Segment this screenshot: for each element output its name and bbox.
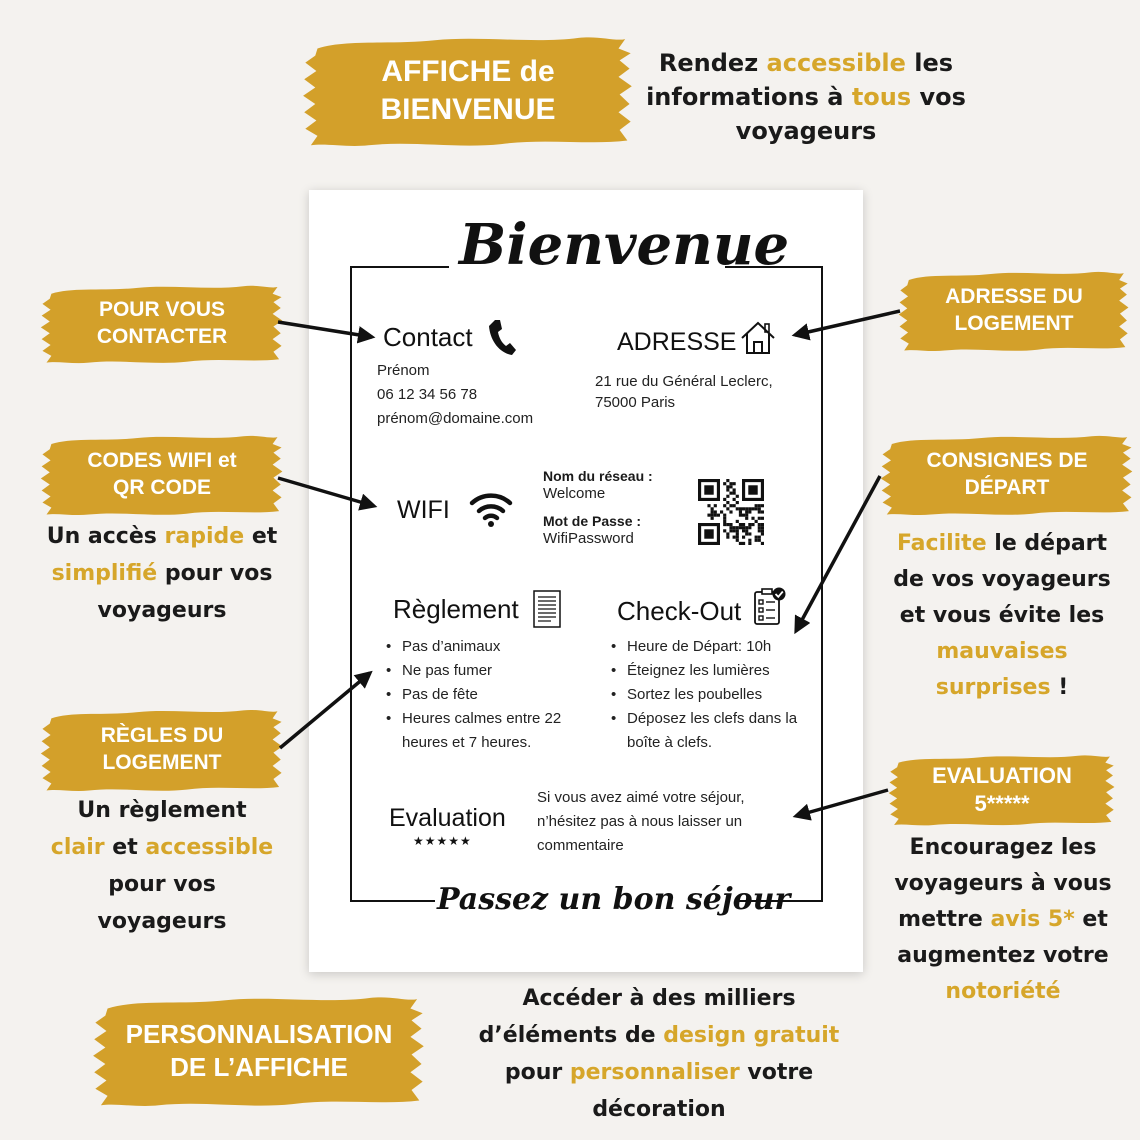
evaluation-stars: ★★★★★: [413, 834, 472, 848]
arrow-wifi: [278, 478, 374, 506]
arrow-evaluation: [796, 790, 888, 816]
arrow-rules: [280, 673, 370, 748]
caption-line: pour vos: [108, 872, 216, 897]
badge-checkout: CONSIGNES DE DÉPART: [880, 432, 1134, 518]
caption-line: mauvaises: [936, 639, 1068, 664]
rules-item: • Heures calmes entre 22 heures et 7 heures.: [385, 707, 585, 755]
evaluation-title: Evaluation: [389, 804, 506, 832]
wifi-network-label: Nom du réseau :: [543, 468, 653, 484]
contact-name: Prénom: [377, 362, 430, 379]
caption-line: voyageurs: [735, 117, 877, 146]
caption-line: voyageurs à vous: [894, 871, 1112, 896]
address-title: ADRESSE: [617, 328, 737, 356]
badge-address: ADRESSE DU LOGEMENT: [898, 268, 1130, 354]
caption-line: Facilite le départ: [896, 531, 1108, 556]
arrow-address: [795, 311, 900, 335]
badge-evaluation: EVALUATION 5*****: [888, 752, 1116, 828]
caption-line: augmentez votre: [897, 943, 1109, 968]
caption-line: décoration: [592, 1097, 726, 1122]
badge-contact: POUR VOUS CONTACTER: [40, 282, 284, 366]
contact-title: Contact: [383, 322, 473, 352]
caption-line: voyageurs: [97, 909, 227, 934]
caption-line: notoriété: [945, 979, 1061, 1004]
checkout-item: • Heure de Départ: 10h: [610, 635, 806, 659]
checkout-item: • Éteignez les lumières: [610, 659, 806, 683]
arrow-contact: [278, 322, 372, 337]
caption-line: Encouragez les: [909, 835, 1097, 860]
caption-line: Accéder à des milliers: [522, 986, 796, 1011]
badge-personnalisation: PERSONNALISATION DE L’AFFICHE: [92, 992, 426, 1110]
badge-affiche: AFFICHE de BIENVENUE: [302, 32, 634, 150]
caption-line: simplifié pour vos: [51, 561, 273, 586]
caption-line: pour personnaliser votre: [504, 1060, 814, 1085]
wifi-password-label: Mot de Passe :: [543, 513, 642, 529]
rules-item: • Pas d’animaux: [385, 635, 585, 659]
caption-line: Rendez accessible les: [658, 49, 954, 77]
caption-line: d’éléments de design gratuit: [478, 1023, 840, 1048]
address-details: 21 rue du Général Leclerc, 75000 Paris: [595, 373, 773, 411]
badge-wifi: CODES WIFI et QR CODE: [40, 432, 284, 518]
evaluation-text: Si vous avez aimé votre séjour, n’hésitez pas à nous laisser un commentaire: [537, 789, 745, 854]
caption-line: et vous évite les: [899, 603, 1105, 628]
badge-rules: RÈGLES DU LOGEMENT: [40, 706, 284, 794]
caption-line: informations à tous vos: [646, 83, 966, 112]
rules-item: • Pas de fête: [385, 683, 585, 707]
caption-line: surprises !: [935, 675, 1069, 700]
wifi-password: WifiPassword: [543, 530, 634, 547]
checkout-title: Check-Out: [617, 596, 742, 626]
checkout-item: • Sortez les poubelles: [610, 683, 806, 707]
contact-phone: 06 12 34 56 78: [377, 386, 478, 403]
rules-title: Règlement: [393, 594, 519, 624]
caption-line: voyageurs: [97, 598, 227, 623]
poster-title: Bienvenue: [459, 212, 790, 278]
wifi-title: WIFI: [397, 496, 450, 524]
poster-footer: Passez un bon séjour: [437, 882, 791, 917]
arrow-checkout: [796, 476, 880, 631]
caption-line: de vos voyageurs: [893, 567, 1111, 592]
caption-line: mettre avis 5* et: [898, 907, 1108, 932]
caption-line: Un règlement: [77, 798, 247, 823]
caption-line: Un accès rapide et: [46, 524, 278, 549]
wifi-network: Welcome: [543, 485, 606, 502]
checkout-item: • Déposez les clefs dans la boîte à clefs.: [610, 707, 806, 755]
caption-line: clair et accessible: [50, 835, 274, 860]
rules-item: • Ne pas fumer: [385, 659, 585, 683]
contact-email: prénom@domaine.com: [377, 410, 534, 427]
